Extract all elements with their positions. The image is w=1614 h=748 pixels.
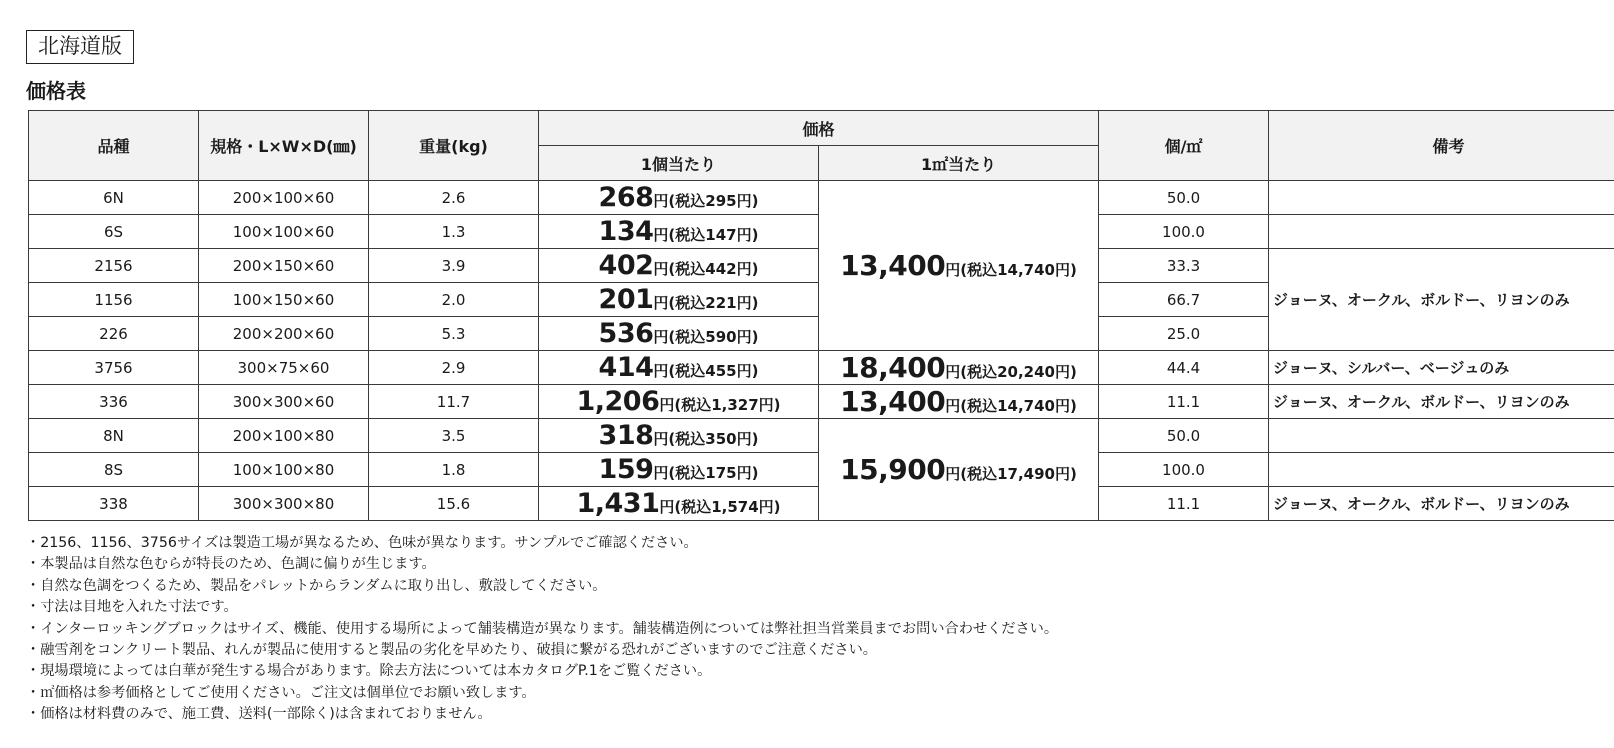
cell-price-per-m2: [819, 351, 1099, 385]
cell-price-per-piece: [539, 453, 819, 487]
note-item: ・自然な色調をつくるため、製品をパレットからランダムに取り出し、敷設してください。: [26, 577, 607, 594]
cell-price-per-piece: [539, 283, 819, 317]
yen-unit: 円: [653, 464, 669, 482]
header-per-piece: 1個当たり: [539, 146, 819, 181]
cell-ko-m2: 11.1: [1099, 487, 1269, 521]
cell-juryo: 15.6: [369, 487, 539, 521]
cell-ko-m2: 33.3: [1099, 249, 1269, 283]
cell-price-per-piece: [539, 249, 819, 283]
cell-juryo: 1.3: [369, 215, 539, 249]
m2-price-tax: (税込20,240円): [960, 363, 1077, 381]
header-juryo: 重量(kg): [369, 111, 539, 181]
yen-unit: 円: [653, 362, 669, 380]
price-tax: (税込1,327円): [674, 396, 781, 414]
price-value: 159: [598, 454, 654, 485]
price-tax: (税込175円): [668, 464, 759, 482]
yen-unit: 円: [659, 396, 675, 414]
price-tax: (税込221円): [668, 294, 759, 312]
header-ko-m2: 個/㎡: [1099, 111, 1269, 181]
header-per-m2: 1㎡当たり: [819, 146, 1099, 181]
m2-price-value: 13,400: [840, 385, 946, 418]
cell-kikaku: 100×150×60: [199, 283, 369, 317]
edition-label: 北海道版: [26, 30, 134, 64]
price-value: 268: [598, 182, 654, 213]
price-tax: (税込295円): [668, 192, 759, 210]
cell-hinshu: 338: [29, 487, 199, 521]
table-row: [29, 181, 1614, 215]
cell-biko: ジョーヌ、オークル、ボルドー、リヨンのみ: [1269, 385, 1614, 419]
cell-ko-m2: 50.0: [1099, 181, 1269, 215]
yen-unit: 円: [945, 261, 961, 279]
cell-price-per-m2: [819, 385, 1099, 419]
cell-kikaku: 300×300×80: [199, 487, 369, 521]
cell-juryo: 2.6: [369, 181, 539, 215]
m2-price-value: 18,400: [840, 351, 946, 384]
yen-unit: 円: [945, 363, 961, 381]
header-biko: 備考: [1269, 111, 1614, 181]
header-hinshu: 品種: [29, 111, 199, 181]
yen-unit: 円: [653, 226, 669, 244]
header-kakaku: 価格: [539, 111, 1099, 146]
cell-hinshu: 8N: [29, 419, 199, 453]
price-value: 134: [598, 216, 654, 247]
cell-hinshu: 6S: [29, 215, 199, 249]
cell-kikaku: 200×100×80: [199, 419, 369, 453]
cell-hinshu: 226: [29, 317, 199, 351]
table-row: [29, 419, 1614, 453]
note-item: ・㎡価格は参考価格としてご使用ください。ご注文は個単位でお願い致します。: [26, 684, 536, 701]
note-item: ・融雪剤をコンクリート製品、れんが製品に使用すると製品の劣化を早めたり、破損に繋がる恐れがございますのでご注意ください。: [26, 642, 877, 659]
cell-biko: [1269, 419, 1614, 453]
cell-price-per-piece: [539, 487, 819, 521]
cell-hinshu: 336: [29, 385, 199, 419]
header-kikaku: 規格・L×W×D(㎜): [199, 111, 369, 181]
cell-juryo: 2.0: [369, 283, 539, 317]
m2-price-value: 13,400: [840, 249, 946, 282]
cell-ko-m2: 100.0: [1099, 453, 1269, 487]
yen-unit: 円: [945, 397, 961, 415]
cell-juryo: 2.9: [369, 351, 539, 385]
cell-hinshu: 1156: [29, 283, 199, 317]
cell-biko: ジョーヌ、オークル、ボルドー、リヨンのみ: [1269, 487, 1614, 521]
price-tax: (税込455円): [668, 362, 759, 380]
cell-price-per-m2: [819, 419, 1099, 521]
yen-unit: 円: [653, 294, 669, 312]
cell-juryo: 11.7: [369, 385, 539, 419]
yen-unit: 円: [653, 328, 669, 346]
price-value: 318: [598, 420, 654, 451]
cell-kikaku: 100×100×60: [199, 215, 369, 249]
cell-ko-m2: 50.0: [1099, 419, 1269, 453]
note-item: ・2156、1156、3756サイズは製造工場が異なるため、色味が異なります。サンプルでご確認ください。: [26, 535, 698, 551]
cell-biko: ジョーヌ、オークル、ボルドー、リヨンのみ: [1269, 249, 1614, 351]
note-item: ・寸法は目地を入れた寸法です。: [26, 599, 238, 616]
price-tax: (税込1,574円): [674, 498, 781, 516]
cell-ko-m2: 11.1: [1099, 385, 1269, 419]
cell-biko: [1269, 453, 1614, 487]
price-tax: (税込147円): [668, 226, 759, 244]
price-value: 1,431: [576, 488, 660, 519]
m2-price-value: 15,900: [840, 453, 946, 486]
yen-unit: 円: [945, 465, 961, 483]
cell-juryo: 3.5: [369, 419, 539, 453]
cell-price-per-piece: [539, 419, 819, 453]
cell-price-per-piece: [539, 351, 819, 385]
yen-unit: 円: [653, 430, 669, 448]
price-tax: (税込350円): [668, 430, 759, 448]
cell-ko-m2: 100.0: [1099, 215, 1269, 249]
cell-kikaku: 300×75×60: [199, 351, 369, 385]
table-row: [29, 351, 1614, 385]
cell-kikaku: 100×100×80: [199, 453, 369, 487]
note-item: ・インターロッキングブロックはサイズ、機能、使用する場所によって舗装構造が異なります。舗装構造例については弊社担当営業員までお問い合わせください。: [26, 620, 1059, 637]
note-item: ・価格は材料費のみで、施工費、送料(一部除く)は含まれておりません。: [26, 706, 492, 723]
cell-hinshu: 8S: [29, 453, 199, 487]
cell-price-per-m2: [819, 181, 1099, 351]
cell-biko: [1269, 181, 1614, 215]
note-item: ・現場環境によっては白華が発生する場合があります。除去方法については本カタログP.1をご覧ください。: [26, 663, 712, 680]
yen-unit: 円: [659, 498, 675, 516]
cell-kikaku: 200×200×60: [199, 317, 369, 351]
cell-biko: [1269, 215, 1614, 249]
cell-kikaku: 200×150×60: [199, 249, 369, 283]
cell-juryo: 5.3: [369, 317, 539, 351]
cell-kikaku: 200×100×60: [199, 181, 369, 215]
m2-price-tax: (税込14,740円): [960, 397, 1077, 415]
cell-hinshu: 3756: [29, 351, 199, 385]
table-title: 価格表: [26, 79, 86, 103]
price-value: 536: [598, 318, 654, 349]
price-value: 1,206: [576, 386, 660, 417]
m2-price-tax: (税込17,490円): [960, 465, 1077, 483]
yen-unit: 円: [653, 192, 669, 210]
cell-hinshu: 6N: [29, 181, 199, 215]
note-item: ・本製品は自然な色むらが特長のため、色調に偏りが生じます。: [26, 556, 436, 573]
price-value: 414: [598, 352, 654, 383]
cell-hinshu: 2156: [29, 249, 199, 283]
price-tax: (税込590円): [668, 328, 759, 346]
cell-juryo: 1.8: [369, 453, 539, 487]
cell-ko-m2: 44.4: [1099, 351, 1269, 385]
cell-juryo: 3.9: [369, 249, 539, 283]
price-value: 201: [598, 284, 654, 315]
notes-list: [26, 533, 1058, 726]
cell-biko: ジョーヌ、シルバー、ベージュのみ: [1269, 351, 1614, 385]
price-tax: (税込442円): [668, 260, 759, 278]
price-value: 402: [598, 250, 654, 281]
yen-unit: 円: [653, 260, 669, 278]
cell-price-per-piece: [539, 385, 819, 419]
cell-ko-m2: 25.0: [1099, 317, 1269, 351]
price-table: [28, 110, 1614, 521]
table-row: [29, 385, 1614, 419]
cell-price-per-piece: [539, 181, 819, 215]
cell-kikaku: 300×300×60: [199, 385, 369, 419]
cell-price-per-piece: [539, 215, 819, 249]
cell-ko-m2: 66.7: [1099, 283, 1269, 317]
m2-price-tax: (税込14,740円): [960, 261, 1077, 279]
cell-price-per-piece: [539, 317, 819, 351]
